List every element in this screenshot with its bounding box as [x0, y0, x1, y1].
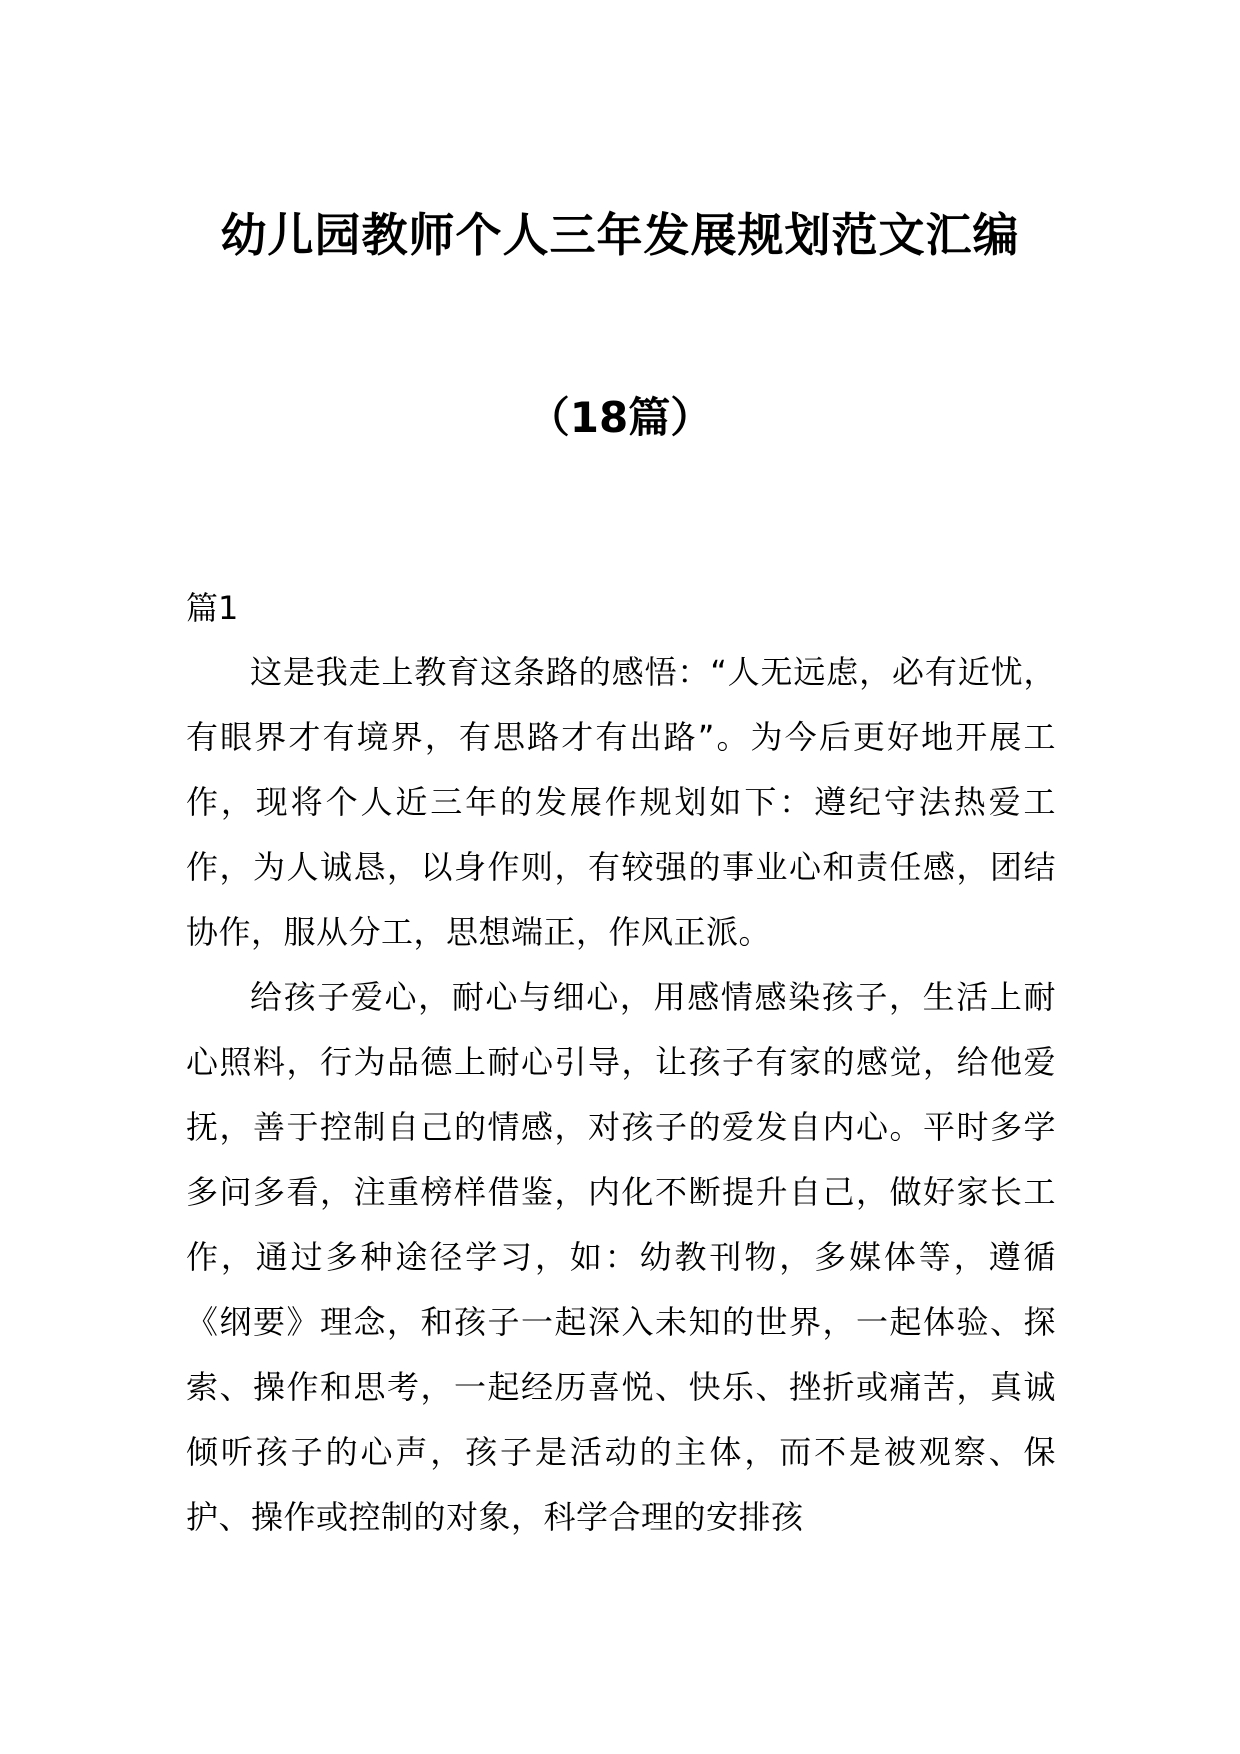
section-label: 篇1: [186, 589, 239, 627]
paragraph-2: 给孩子爱心，耐心与细心，用感情感染孩子，生活上耐心照料，行为品德上耐心引导，让孩子有家的感觉，给他爱抚，善于控制自己的情感，对孩子的爱发自内心。平时多学多问多看，注重榜样借鉴，内化不断提升自己，做好家长工作，通过多种途径学习，如：幼教刊物，多媒体等，遵循《纲要》理念，和孩子一起深入未知的世界，一起体验、探索、操作和思考，一起经历喜悦、快乐、挫折或痛苦，真诚倾听孩子的心声，孩子是活动的主体，而不是被观察、保护、操作或控制的对象，科学合理的安排孩: [186, 978, 1056, 1536]
paragraph-1: 这是我走上教育这条路的感悟：“人无远虑，必有近忧，有眼界才有境界，有思路才有出路”。为今后更好地开展工作，现将个人近三年的发展作规划如下：遵纪守法热爱工作，为人诚恳，以身作则，有较强的事业心和责任感，团结协作，服从分工，思想端正，作风正派。: [186, 653, 1056, 951]
document-subtitle: （18篇）: [527, 393, 713, 442]
document-title: 幼儿园教师个人三年发展规划范文汇编: [220, 208, 1020, 262]
document-body: [186, 576, 1056, 1550]
